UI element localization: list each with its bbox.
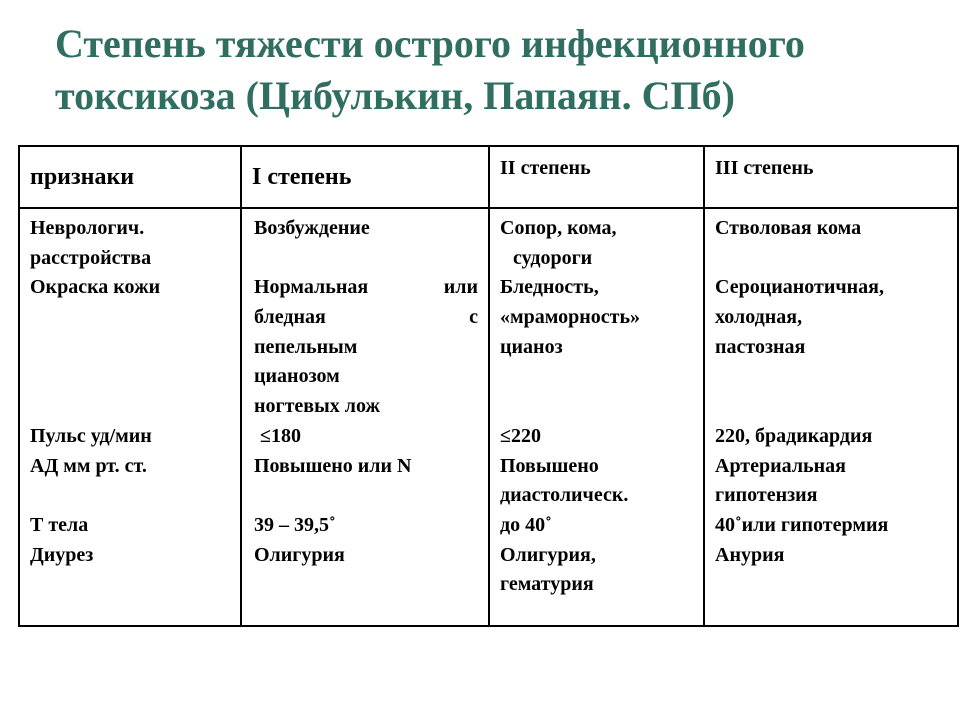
grade-2-line: диастолическ. xyxy=(500,484,629,507)
grade-2-cell xyxy=(489,208,704,626)
grade-1-line: Нормальная или xyxy=(254,276,478,299)
table-body-row xyxy=(19,208,958,626)
grade-1-line: пепельным xyxy=(254,335,358,358)
grade-1-line: ногтевых лож xyxy=(254,395,380,418)
grade-2-line: «мраморность» xyxy=(500,306,641,329)
header-grade-2: II степень xyxy=(489,146,704,208)
grade-2-line: судороги xyxy=(513,246,593,269)
grade-1-line: ≤180 xyxy=(260,424,301,447)
slide-title-line-2: токсикоза (Цибулькин, Папаян. СПб) xyxy=(55,73,735,118)
sign-line: Окраска кожи xyxy=(30,276,161,299)
grade-3-line: холодная, xyxy=(715,306,803,329)
grade-3-line: гипотензия xyxy=(715,484,818,507)
grade-3-line: Сероцианотичная, xyxy=(715,276,884,299)
header-signs: признаки xyxy=(19,146,241,208)
header-grade-3: III степень xyxy=(704,146,958,208)
header-grade-1: I степень xyxy=(241,146,489,208)
grade-1-line: бледная с xyxy=(254,306,478,329)
slide-title-line-1: Степень тяжести острого инфекционного xyxy=(55,21,805,66)
grade-1-line: 39 – 39,5˚ xyxy=(254,513,336,536)
grade-2-line: Олигурия, xyxy=(500,543,596,566)
grade-2-line: ≤220 xyxy=(500,424,541,447)
sign-line: расстройства xyxy=(30,246,152,269)
table-header-row xyxy=(19,146,958,208)
grade-3-line: Артериальная xyxy=(715,454,846,477)
grade-1-line: Олигурия xyxy=(254,543,345,566)
grade-2-line: Повышено xyxy=(500,454,599,477)
signs-cell xyxy=(19,208,241,626)
grade-3-line: пастозная xyxy=(715,335,806,358)
grade-1-cell xyxy=(241,208,489,626)
grade-2-line: Сопор, кома, xyxy=(500,217,617,239)
sign-line: Т тела xyxy=(30,513,89,536)
grade-3-line: Стволовая кома xyxy=(715,217,862,239)
toxicosis-severity-table xyxy=(18,145,959,627)
grade-3-line: 220, брадикардия xyxy=(715,424,873,447)
sign-line: Неврологич. xyxy=(30,217,145,239)
slide-title xyxy=(55,18,935,122)
grade-1-line: Повышено или N xyxy=(254,454,412,477)
grade-2-line: гематурия xyxy=(500,573,594,596)
grade-1-line: Возбуждение xyxy=(254,217,370,239)
sign-line: Диурез xyxy=(30,543,94,566)
grade-3-cell xyxy=(704,208,958,626)
sign-line: Пульс уд/мин xyxy=(30,424,152,447)
grade-1-line: цианозом xyxy=(254,365,340,388)
sign-line: АД мм рт. ст. xyxy=(30,454,147,477)
grade-3-line: 40˚или гипотермия xyxy=(715,513,889,536)
grade-2-line: до 40˚ xyxy=(500,513,552,536)
grade-2-line: цианоз xyxy=(500,335,563,358)
grade-3-line: Анурия xyxy=(715,543,785,566)
grade-2-line: Бледность, xyxy=(500,276,599,299)
